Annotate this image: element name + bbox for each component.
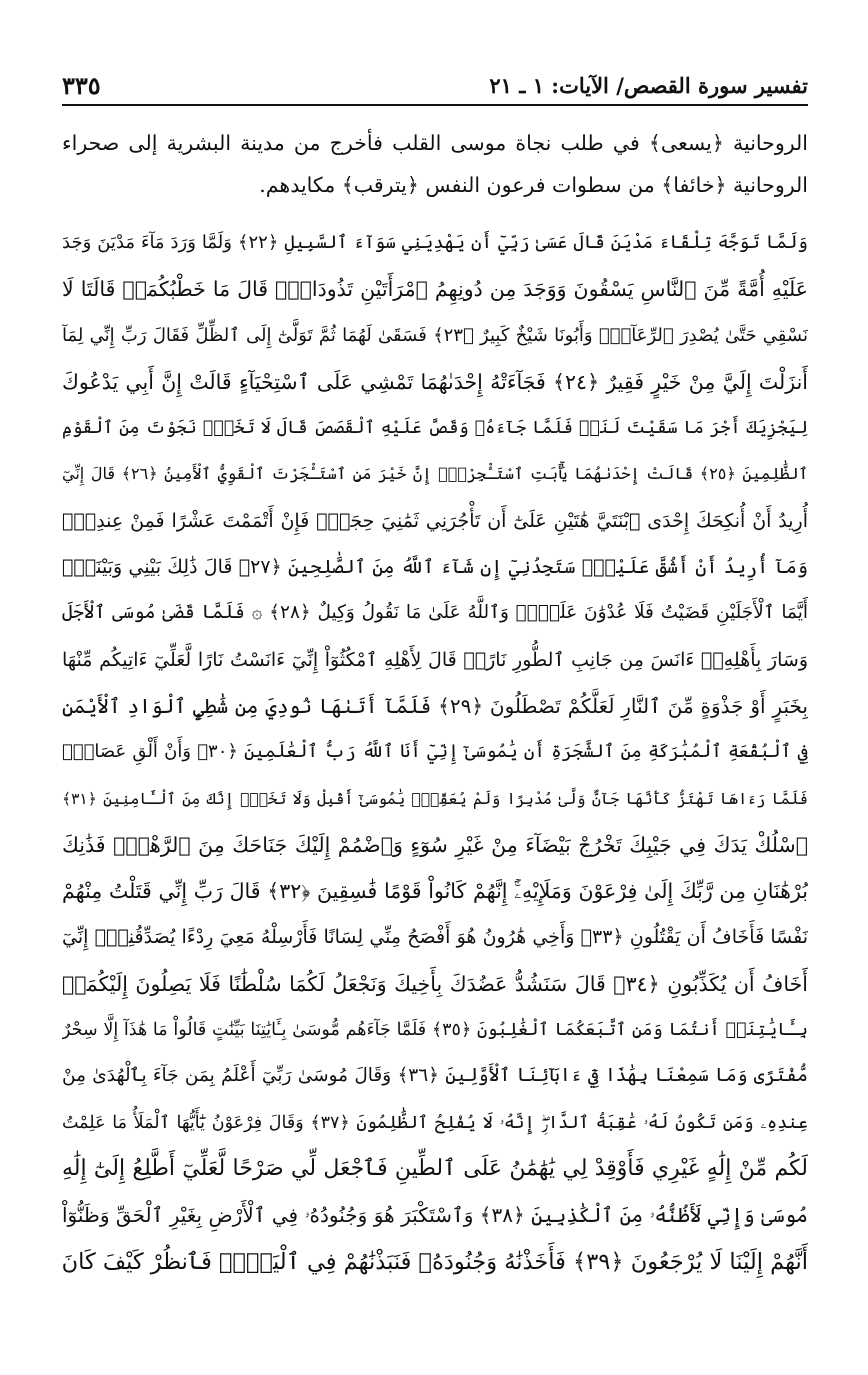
quran-line: أُرِيدُ أَنْ أُنكِحَكَ إِحْدَى ٱبْنَتَيَّ هَٰتَيْنِ عَلَىٰٓ أَن تَأْجُرَنِي ثَمَٰنِيَ حِجَجٍۖ فَإِنْ أَتْمَمْتَ عَشْرًا فَمِنْ عِندِكَۖ bbox=[62, 509, 808, 532]
tafsir-text: الروحانية ﴿يسعى﴾ في طلب نجاة موسى القلب فأخرج من مدينة البشرية إلى صحراء الروحانية ﴿خائفا﴾ من سطوات فرعون النفس ﴿يترقب﴾ مكايدهم. bbox=[62, 131, 808, 197]
quran-line: أَنَّهُمْ إِلَيْنَا لَا يُرْجَعُونَ ﴿٣٩﴾ فَأَخَذْنَٰهُ وَجُنُودَهُۥ فَنَبَذْنَٰهُمْ فِي ٱلْيَمِّۖ فَٱنظُرْ كَيْفَ كَانَ bbox=[62, 1248, 808, 1275]
quran-line: عَلَيْهِ أُمَّةً مِّنَ ٱلنَّاسِ يَسْقُونَ وَوَجَدَ مِن دُونِهِمُ ٱمْرَأَتَيْنِ تَذُودَانِۖ قَالَ مَا خَطْبُكُمَاۖ قَالَتَا لَا bbox=[62, 277, 808, 302]
quran-line: أَنزَلْتَ إِلَيَّ مِنْ خَيْرٍ فَقِيرٌ ﴿٢٤﴾ فَجَآءَتْهُ إِحْدَىٰهُمَا تَمْشِي عَلَى ٱسْتِحْيَآءٍ قَالَتْ إِنَّ أَبِي يَدْعُوكَ bbox=[62, 369, 808, 394]
quran-line: مُوسَىٰ وَإِنِّي لَأَظُنُّهُۥ مِنَ ٱلْكَٰذِبِينَ ﴿٣٨﴾ وَٱسْتَكْبَرَ هُوَ وَجُنُودُهُۥ فِي ٱلْأَرْضِ بِغَيْرِ ٱلْحَقِّ وَظَنُّوٓاْ bbox=[62, 1203, 808, 1228]
page-header bbox=[62, 66, 808, 106]
quran-line: بِـَٔايَٰتِنَآۚ أَنتُمَا وَمَنِ ٱتَّبَعَكُمَا ٱلْغَٰلِبُونَ ﴿٣٥﴾ فَلَمَّا جَآءَهُم مُّوسَىٰ بِـَٔايَٰتِنَا بَيِّنَٰتٍ قَالُواْ مَا هَٰذَآ إِلَّا سِحْرٌ bbox=[62, 1020, 808, 1041]
quran-line: لِيَجْزِيَكَ أَجْرَ مَا سَقَيْتَ لَنَاۚ فَلَمَّا جَآءَهُۥ وَقَصَّ عَلَيْهِ ٱلْقَصَصَ قَالَ لَا تَخَفْۖ نَجَوْتَ مِنَ ٱلْقَوْمِ bbox=[62, 418, 808, 439]
quran-line: بُرْهَٰنَانِ مِن رَّبِّكَ إِلَىٰ فِرْعَوْنَ وَمَلَإِيْهِۦٓۚ إِنَّهُمْ كَانُواْ قَوْمًا فَٰسِقِينَ ﴿٣٢﴾ قَالَ رَبِّ إِنِّي قَتَلْتُ مِنْهُمْ bbox=[62, 879, 808, 904]
quran-line: وَلَمَّا تَوَجَّهَ تِلْقَاءَ مَدْيَنَ قَالَ عَسَىٰ رَبِّيٓ أَن يَهْدِيَنِي سَوَآءَ ٱلسَّبِيلِ ﴿٢٢﴾ وَلَمَّا وَرَدَ مَآءَ مَدْيَنَ وَجَدَ bbox=[62, 232, 808, 253]
tafsir-paragraph bbox=[62, 122, 808, 206]
quran-line: فِي ٱلْبُقْعَةِ ٱلْمُبَٰرَكَةِ مِنَ ٱلشَّجَرَةِ أَن يَٰمُوسَىٰٓ إِنِّيٓ أَنَا ٱللَّهُ رَبُّ ٱلْعَٰلَمِينَ ﴿٣٠﴾ وَأَنْ أَلْقِ عَصَاكَۖ bbox=[62, 741, 808, 763]
quran-line: أَخَافُ أَن يُكَذِّبُونِ ﴿٣٤﴾ قَالَ سَنَشُدُّ عَضُدَكَ بِأَخِيكَ وَنَجْعَلُ لَكُمَا سُلْطَٰنًا فَلَا يَصِلُونَ إِلَيْكُمَاۚ bbox=[62, 971, 808, 996]
quran-line: فَلَمَّا رَءَاهَا تَهْتَزُّ كَأَنَّهَا جَآنٌّ وَلَّىٰ مُدْبِرًا وَلَمْ يُعَقِّبْۚ يَٰمُوسَىٰٓ أَقْبِلْ وَلَا تَخَفْۖ إِنَّكَ مِنَ ٱلْـَٔامِنِينَ ﴿٣١﴾ bbox=[62, 789, 808, 808]
quran-line: نَسْقِي حَتَّىٰ يُصْدِرَ ٱلرِّعَآءُۖ وَأَبُونَا شَيْخٌ كَبِيرٌ ﴿٢٣﴾ فَسَقَىٰ لَهُمَا ثُمَّ تَوَلَّىٰٓ إِلَى ٱلظِّلِّ فَقَالَ رَبِّ إِنِّي لِمَآ bbox=[62, 324, 808, 346]
quran-line: مُّفْتَرًى وَمَا سَمِعْنَا بِهَٰذَا فِيٓ ءَابَآئِنَا ٱلْأَوَّلِينَ ﴿٣٦﴾ وَقَالَ مُوسَىٰ رَبِّيٓ أَعْلَمُ بِمَن جَآءَ بِٱلْهُدَىٰ مِنْ bbox=[62, 1065, 808, 1087]
quran-line: نَفْسًا فَأَخَافُ أَن يَقْتُلُونِ ﴿٣٣﴾ وَأَخِي هَٰرُونُ هُوَ أَفْصَحُ مِنِّي لِسَانًا فَأَرْسِلْهُ مَعِيَ رِدْءًا يُصَدِّقُنِيٓۖ إِنِّيٓ bbox=[62, 926, 808, 949]
quran-line: وَسَارَ بِأَهْلِهِۦٓ ءَانَسَ مِن جَانِبِ ٱلطُّورِ نَارًاۖ قَالَ لِأَهْلِهِ ٱمْكُثُوٓاْ إِنِّيٓ ءَانَسْتُ نَارًا لَّعَلِّيٓ ءَاتِيكُم مِّنْهَا bbox=[62, 648, 808, 671]
quran-line: بِخَبَرٍ أَوْ جَذْوَةٍ مِّنَ ٱلنَّارِ لَعَلَّكُمْ تَصْطَلُونَ ﴿٢٩﴾ فَلَمَّآ أَتَىٰهَا نُودِيَ مِن شَٰطِيِٕ ٱلْوَادِ ٱلْأَيْمَنِ bbox=[62, 693, 808, 718]
quran-line: لَكُم مِّنْ إِلَٰهٍ غَيْرِي فَأَوْقِدْ لِي يَٰهَٰمَٰنُ عَلَى ٱلطِّينِ فَٱجْعَل لِّي صَرْحًا لَّعَلِّيٓ أَطَّلِعُ إِلَىٰٓ إِلَٰهِ bbox=[62, 1155, 808, 1181]
quran-line: ٱلظَّٰلِمِينَ ﴿٢٥﴾ قَالَتْ إِحْدَىٰهُمَا يَٰٓأَبَتِ ٱسْتَـْٔجِرْهُۖ إِنَّ خَيْرَ مَنِ ٱسْتَـْٔجَرْتَ ٱلْقَوِيُّ ٱلْأَمِينُ ﴿٢٦﴾ قَالَ إِنِّيٓ bbox=[62, 464, 808, 484]
quran-line: عِندِهِۦ وَمَن تَكُونُ لَهُۥ عَٰقِبَةُ ٱلدَّارِۖ إِنَّهُۥ لَا يُفْلِحُ ٱلظَّٰلِمُونَ ﴿٣٧﴾ وَقَالَ فِرْعَوْنُ يَٰٓأَيُّهَا ٱلْمَلَأُ مَا عَلِمْتُ bbox=[62, 1112, 808, 1133]
page-number: ٣٣٥ bbox=[62, 70, 101, 100]
quran-text-block bbox=[62, 220, 808, 1285]
quran-line: وَمَآ أُرِيدُ أَنْ أَشُقَّ عَلَيْكَۚ سَتَجِدُنِيٓ إِن شَآءَ ٱللَّهُ مِنَ ٱلصَّٰلِحِينَ ﴿٢٧﴾ قَالَ ذَٰلِكَ بَيْنِي وَبَيْنَكَۖ bbox=[62, 556, 808, 579]
quran-line: ٱسْلُكْ يَدَكَ فِي جَيْبِكَ تَخْرُجْ بَيْضَآءَ مِنْ غَيْرِ سُوٓءٍ وَٱضْمُمْ إِلَيْكَ جَنَاحَكَ مِنَ ٱلرَّهْبِۖ فَذَٰنِكَ bbox=[62, 832, 808, 857]
running-title: تفسير سورة القصص/ الآيات: ١ ـ ٢١ bbox=[489, 72, 808, 98]
quran-line: أَيَّمَا ٱلْأَجَلَيْنِ قَضَيْتُ فَلَا عُدْوَٰنَ عَلَيَّۖ وَٱللَّهُ عَلَىٰ مَا نَقُولُ وَكِيلٌ ﴿٢٨﴾ ۞ فَلَمَّا قَضَىٰ مُوسَى ٱلْأَجَلَ bbox=[62, 602, 808, 624]
